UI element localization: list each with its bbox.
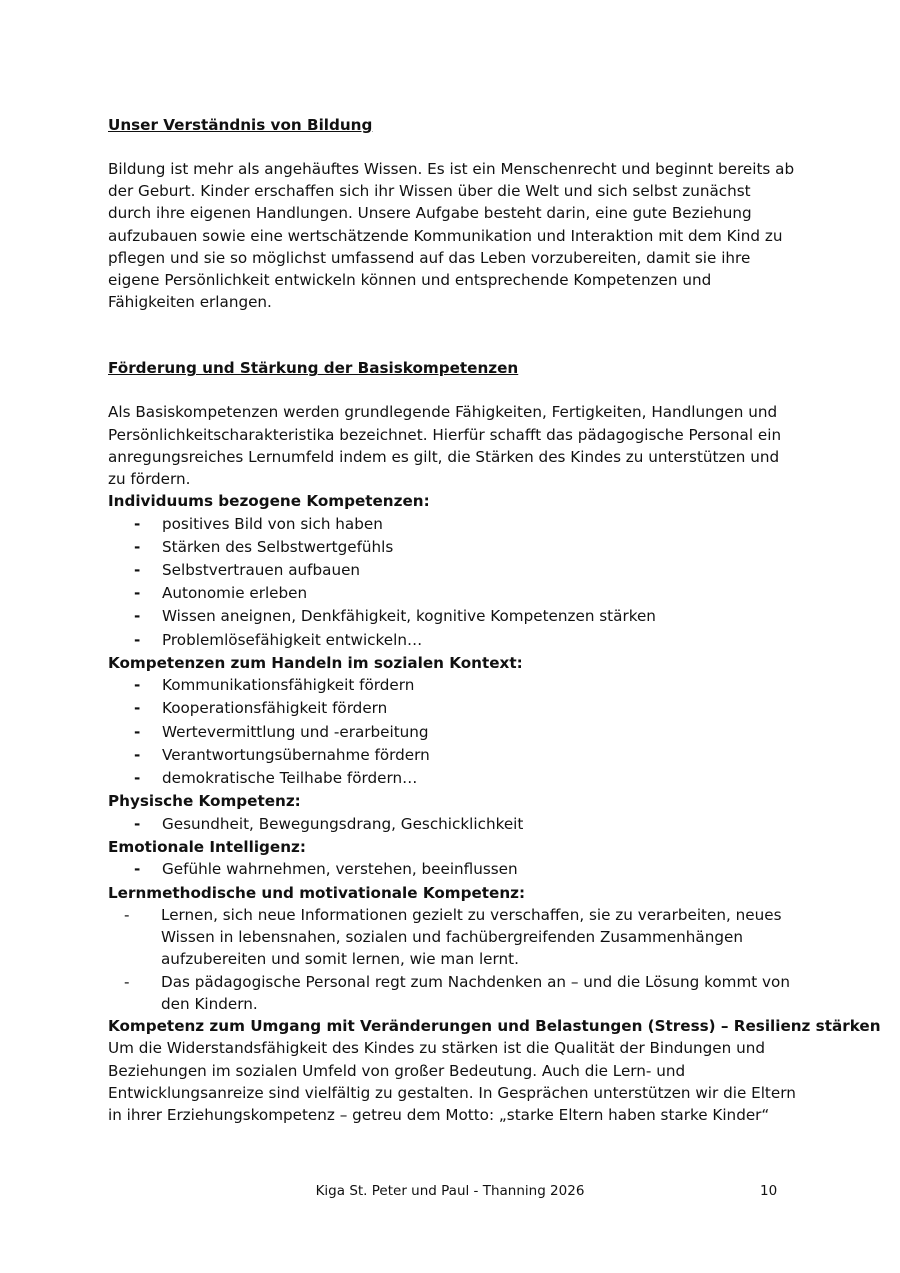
list-emotional bbox=[108, 858, 798, 881]
list-item: - Wissen aneignen, Denkfähigkeit, kognitive Kompetenzen stärken bbox=[108, 605, 798, 628]
list-physisch bbox=[108, 813, 798, 836]
list-item: - Autonomie erleben bbox=[108, 582, 798, 605]
dash-bullet: - bbox=[134, 699, 141, 718]
list-item: - Verantwortungsübernahme fördern bbox=[108, 744, 798, 767]
resilienz-paragraph: Um die Widerstandsfähigkeit des Kindes zu stärken ist die Qualität der Bindungen und Beziehungen im sozialen Umfeld von großer Bedeutung. Auch die Lern- und Entwicklungsanreize sind vielfältig zu gestalten. In Gesprächen unterstützen wir die Eltern in ihrer Erziehungskompetenz – getreu dem Motto: „starke Eltern haben starke Kinder“ bbox=[108, 1039, 796, 1124]
dash-bullet: - bbox=[134, 584, 141, 603]
list-item: - Gefühle wahrnehmen, verstehen, beeinflussen bbox=[108, 858, 798, 881]
dash-bullet: - bbox=[124, 972, 130, 991]
list-individuum bbox=[108, 513, 798, 652]
dash-bullet: - bbox=[134, 722, 141, 741]
dash-bullet: - bbox=[134, 561, 141, 580]
dash-bullet: - bbox=[134, 676, 141, 695]
basiskompetenzen-intro: Als Basiskompetenzen werden grundlegende Fähigkeiten, Fertigkeiten, Handlungen und Persönlichkeitscharakteristika bezeichnet. Hierfür schafft das pädagogische Personal ein anregungsreiches Lernumfeld indem es gilt, die Stärken des Kindes zu unterstützen und zu fördern. bbox=[108, 403, 782, 489]
list-item: - demokratische Teilhabe fördern… bbox=[108, 767, 798, 790]
group-label-resilienz: Kompetenz zum Umgang mit Veränderungen und Belastungen (Stress) – Resilienz stärken bbox=[108, 1016, 881, 1035]
group-label-sozial: Kompetenzen zum Handeln im sozialen Kontext: bbox=[108, 653, 523, 672]
dash-bullet: - bbox=[134, 814, 141, 833]
list-lernmethodisch bbox=[108, 904, 798, 1015]
group-label-physisch: Physische Kompetenz: bbox=[108, 792, 301, 811]
list-item: - Stärken des Selbstwertgefühls bbox=[108, 536, 798, 559]
dash-bullet: - bbox=[134, 537, 141, 556]
page-footer bbox=[0, 1181, 900, 1201]
list-item: - Selbstvertrauen aufbauen bbox=[108, 559, 798, 582]
list-item: - Problemlösefähigkeit entwickeln… bbox=[108, 629, 798, 652]
dash-bullet: - bbox=[134, 769, 141, 788]
group-label-individuum: Individuums bezogene Kompetenzen: bbox=[108, 492, 430, 511]
list-sozial bbox=[108, 674, 798, 790]
list-item: - Wertevermittlung und -erarbeitung bbox=[108, 721, 798, 744]
dash-bullet: - bbox=[134, 514, 141, 533]
page-number: 10 bbox=[760, 1183, 778, 1199]
dash-bullet: - bbox=[124, 905, 130, 924]
dash-bullet: - bbox=[134, 860, 141, 879]
bildung-paragraph: Bildung ist mehr als angehäuftes Wissen. Es ist ein Menschenrecht und beginnt bereits ab der Geburt. Kinder erschaffen sich ihr Wissen über die Welt und sich selbst zunächst durch ihre eigenen Handlungen. Unsere Aufgabe besteht darin, eine gute Beziehung aufzubauen sowie eine wertschätzende Kommunikation und Interaktion mit dem Kind zu pflegen und sie so möglichst umfassend auf das Leben vorzubereiten, damit sie ihre eigene Persönlichkeit entwickeln können und entsprechende Kompetenzen und Fähigkeiten erlangen. bbox=[108, 160, 795, 312]
list-item: - Kommunikationsfähigkeit fördern bbox=[108, 674, 798, 697]
dash-bullet: - bbox=[134, 745, 141, 764]
list-item: - positives Bild von sich haben bbox=[108, 513, 798, 536]
list-item: - Kooperationsfähigkeit fördern bbox=[108, 697, 798, 720]
list-item: - Das pädagogische Personal regt zum Nachdenken an – und die Lösung kommt von den Kindern. bbox=[124, 972, 790, 1013]
list-item: - Gesundheit, Bewegungsdrang, Geschicklichkeit bbox=[108, 813, 798, 836]
page-content bbox=[108, 114, 881, 1126]
group-label-emotional: Emotionale Intelligenz: bbox=[108, 837, 306, 856]
group-label-lernmethodisch: Lernmethodische und motivationale Kompetenz: bbox=[108, 883, 526, 902]
footer-text: Kiga St. Peter und Paul - Thanning 2026 bbox=[315, 1183, 585, 1199]
list-item: - Lernen, sich neue Informationen gezielt zu verschaffen, sie zu verarbeiten, neues Wissen in lebensnahen, sozialen und fachübergreifenden Zusammenhängen aufzubereiten und somit lernen, wie man lernt. bbox=[124, 905, 782, 969]
section-heading-bildung: Unser Verständnis von Bildung bbox=[108, 116, 373, 134]
dash-bullet: - bbox=[134, 630, 141, 649]
dash-bullet: - bbox=[134, 607, 141, 626]
section-heading-basiskompetenzen: Förderung und Stärkung der Basiskompetenzen bbox=[108, 359, 519, 378]
